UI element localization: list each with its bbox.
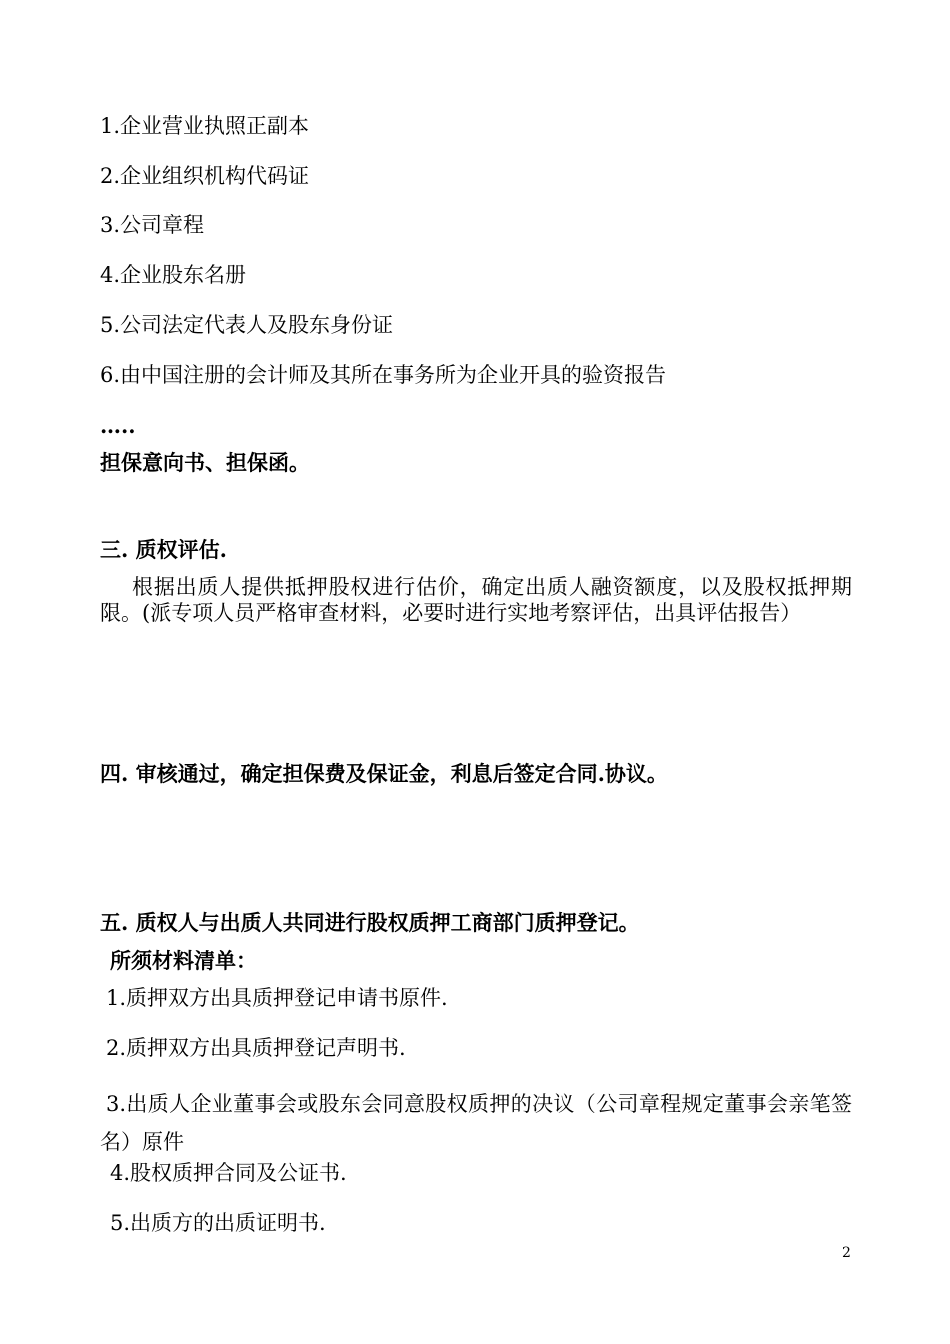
section-3-heading: 三. 质权评估. [100, 537, 227, 562]
page-number: 2 [842, 1245, 851, 1261]
ellipsis: ….. [100, 413, 136, 438]
section-5-subheading: 所须材料清单： [110, 948, 257, 973]
section-5-heading: 五. 质权人与出质人共同进行股权质押工商部门质押登记。 [100, 910, 640, 935]
list-item: 5.出质方的出质证明书. [110, 1211, 326, 1235]
list-item: 2.企业组织机构代码证 [100, 164, 310, 188]
list-item: 5.公司法定代表人及股东身份证 [100, 313, 394, 337]
list-item: 3.出质人企业董事会或股东会同意股权质押的决议（公司章程规定董事会亲笔签名）原件 [100, 1092, 852, 1154]
list-item: 4.股权质押合同及公证书. [110, 1161, 347, 1185]
list-item: 2.质押双方出具质押登记声明书. [106, 1036, 406, 1060]
section-3-body: 根据出质人提供抵押股权进行估价，确定出质人融资额度，以及股权抵押期限。(派专项人员严格审查材料，必要时进行实地考察评估，出具评估报告） [100, 575, 852, 625]
list-item: 1.质押双方出具质押登记申请书原件. [106, 986, 448, 1010]
list-item: 1.企业营业执照正副本 [100, 114, 310, 138]
list-item: 6.由中国注册的会计师及其所在事务所为企业开具的验资报告 [100, 363, 667, 387]
list-item: 3.公司章程 [100, 213, 205, 237]
list-item: 4.企业股东名册 [100, 263, 247, 287]
section-4-heading: 四. 审核通过，确定担保费及保证金，利息后签定合同.协议。 [100, 761, 668, 786]
guarantee-text: 担保意向书、担保函。 [100, 450, 310, 475]
